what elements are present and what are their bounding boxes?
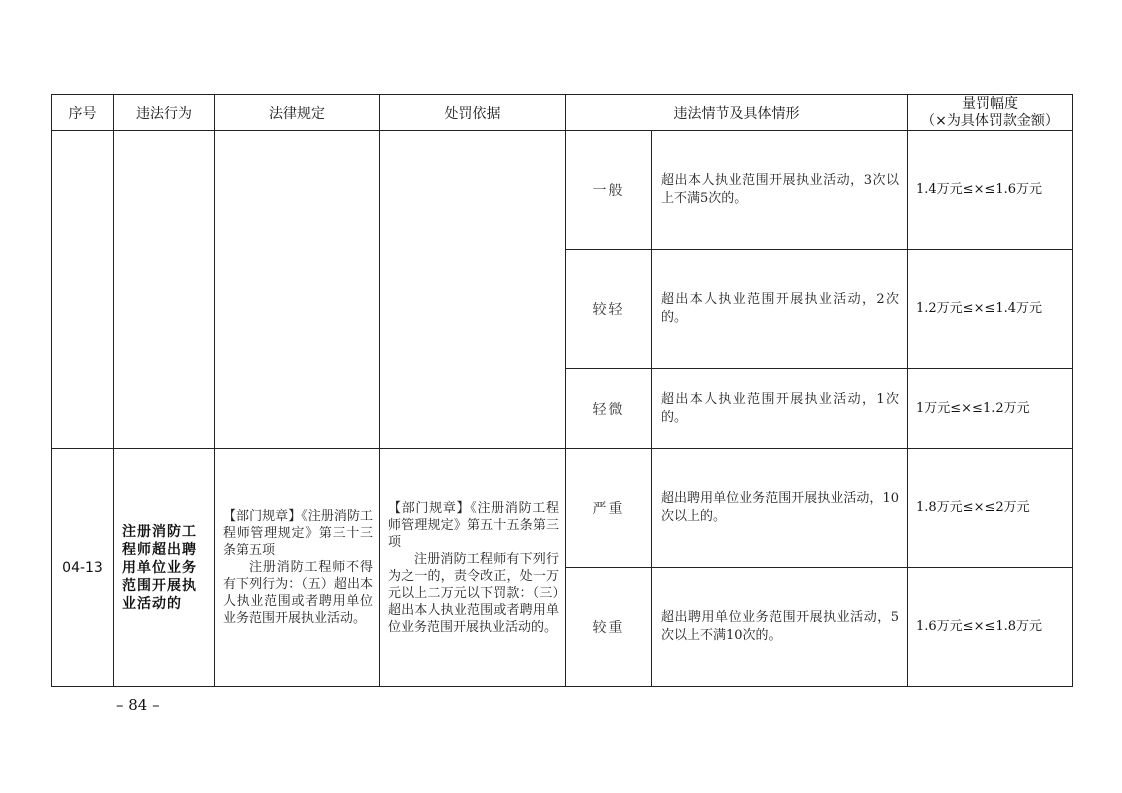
range-cell: 1万元≤×≤1.2万元	[908, 369, 1073, 449]
circumstance-cell: 超出聘用单位业务范围开展执业活动，10次以上的。	[652, 449, 908, 568]
level-cell: 一般	[566, 131, 652, 250]
header-seq: 序号	[52, 95, 114, 131]
continued-seq-cell	[52, 131, 114, 449]
range-cell: 1.6万元≤×≤1.8万元	[908, 568, 1073, 687]
table-row	[52, 449, 1073, 568]
level-cell: 轻微	[566, 369, 652, 449]
legal-provision-title: 【部门规章】《注册消防工程师管理规定》第三十三条第五项	[223, 509, 373, 558]
item-penalty-basis	[380, 449, 566, 687]
circumstance-cell: 超出本人执业范围开展执业活动，2次的。	[652, 250, 908, 369]
penalty-table	[51, 94, 1073, 687]
header-range-line1: 量罚幅度	[962, 95, 1018, 112]
level-cell: 较轻	[566, 250, 652, 369]
page-number: – 84 –	[116, 696, 160, 714]
level-cell: 严重	[566, 449, 652, 568]
header-range	[908, 95, 1073, 131]
range-cell: 1.4万元≤×≤1.6万元	[908, 131, 1073, 250]
continued-basis-cell	[380, 131, 566, 449]
item-code: 04-13	[52, 449, 114, 687]
continued-provision-cell	[215, 131, 380, 449]
header-behavior: 违法行为	[114, 95, 215, 131]
legal-provision-body: 注册消防工程师不得有下列行为：（五）超出本人执业范围或者聘用单位业务范围开展执业活动。	[223, 560, 373, 626]
header-penalty-basis: 处罚依据	[380, 95, 566, 131]
header-row	[52, 95, 1073, 131]
table-row	[52, 131, 1073, 250]
circumstance-cell: 超出本人执业范围开展执业活动，3次以上不满5次的。	[652, 131, 908, 250]
penalty-basis-title: 【部门规章】《注册消防工程师管理规定》第五十五条第三项	[388, 500, 559, 550]
item-legal-provision	[215, 449, 380, 687]
circumstance-cell: 超出聘用单位业务范围开展执业活动，5次以上不满10次的。	[652, 568, 908, 687]
header-range-line2: （×为具体罚款金额）	[921, 112, 1059, 129]
level-cell: 较重	[566, 568, 652, 687]
penalty-basis-body: 注册消防工程师有下列行为之一的，责令改正，处一万元以上二万元以下罚款：（三）超出本人执业范围或者聘用单位业务范围开展执业活动的。	[388, 551, 559, 635]
header-legal-provision: 法律规定	[215, 95, 380, 131]
range-cell: 1.2万元≤×≤1.4万元	[908, 250, 1073, 369]
circumstance-cell: 超出本人执业范围开展执业活动，1次的。	[652, 369, 908, 449]
item-behavior: 注册消防工程师超出聘用单位业务范围开展执业活动的	[114, 449, 215, 687]
continued-behavior-cell	[114, 131, 215, 449]
header-circumstances: 违法情节及具体情形	[566, 95, 908, 131]
range-cell: 1.8万元≤×≤2万元	[908, 449, 1073, 568]
